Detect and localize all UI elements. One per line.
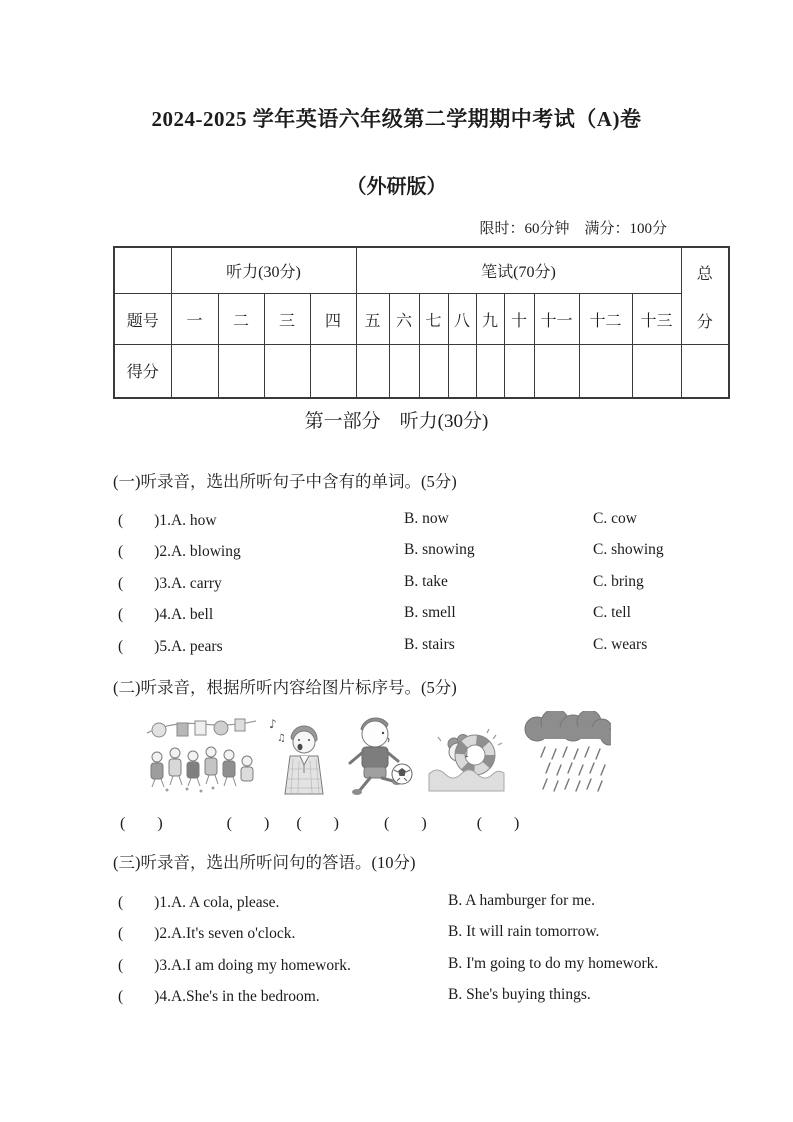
- question-number-label-cell: 题号: [114, 294, 171, 345]
- page-subtitle: （外研版）: [346, 176, 447, 198]
- section1-heading: (一)听录音，选出所听句子中含有的单词。(5分): [113, 472, 457, 491]
- question-option-a: ( )3.A.I am doing my homework.: [118, 956, 351, 974]
- question-option-b: B. She's buying things.: [448, 986, 591, 1004]
- answer-blank: ( ): [384, 815, 427, 832]
- answer-blank: ( ): [118, 574, 160, 592]
- corner-empty-cell: [114, 247, 171, 294]
- child-swimming-image: [427, 711, 507, 796]
- question-number-cell: 十一: [534, 294, 579, 345]
- question-option-c: C. tell: [593, 604, 631, 622]
- total-score-header-cell: [681, 247, 729, 345]
- score-empty-cell: [264, 345, 310, 398]
- question-option-a: ( )4.A. bell: [118, 606, 214, 624]
- question-number-cell: 四: [310, 294, 356, 345]
- question-number-cell: 五: [356, 294, 389, 345]
- answer-blank: ( ): [118, 956, 160, 974]
- score-empty-cell: [681, 345, 729, 398]
- score-empty-cell: [356, 345, 389, 398]
- score-empty-cell: [171, 345, 218, 398]
- score-empty-cell: [632, 345, 681, 398]
- score-empty-cell: [310, 345, 356, 398]
- question-option-c: C. cow: [593, 509, 637, 527]
- writing-header-cell: 笔试(70分): [356, 247, 681, 294]
- question-option-c: C. showing: [593, 541, 664, 559]
- table-row: [114, 294, 729, 345]
- svg-text:♪: ♪: [269, 716, 277, 731]
- section2-heading: (二)听录音，根据所听内容给图片标序号。(5分): [113, 678, 457, 697]
- question-option-a: ( )2.A.It's seven o'clock.: [118, 925, 296, 943]
- question-option-a: ( )1.A. A cola, please.: [118, 893, 280, 911]
- section3-questions: [113, 885, 741, 1011]
- woman-singing-image: [268, 711, 326, 796]
- score-empty-cell: [419, 345, 448, 398]
- question-option-b: B. take: [404, 572, 448, 590]
- part1-title: 第一部分 听力(30分): [304, 411, 489, 432]
- answer-blank: ( ): [476, 815, 520, 832]
- listening-header-cell: 听力(30分): [171, 247, 356, 294]
- question-option-a: ( )5.A. pears: [118, 637, 223, 655]
- table-row: [114, 247, 729, 294]
- question-option-b: B. smell: [404, 604, 456, 622]
- question-option-a: ( )3.A. carry: [118, 574, 222, 592]
- table-row: [114, 345, 729, 398]
- answer-blank: ( ): [118, 988, 160, 1006]
- time-and-score-limits: 限时：60分钟 满分：100分: [479, 221, 667, 237]
- question-number-cell: 一: [171, 294, 218, 345]
- score-empty-cell: [476, 345, 504, 398]
- question-option-b: B. It will rain tomorrow.: [448, 923, 600, 941]
- question-number-cell: 六: [389, 294, 419, 345]
- section2-picture-strip: [113, 708, 728, 798]
- question-option-c: C. wears: [593, 635, 648, 653]
- question-option-b: B. snowing: [404, 541, 475, 559]
- question-number-cell: 十二: [579, 294, 632, 345]
- boy-playing-football-image: [336, 711, 414, 796]
- score-empty-cell: [504, 345, 534, 398]
- question-option-b: B. stairs: [404, 635, 455, 653]
- question-number-cell: 十: [504, 294, 534, 345]
- score-empty-cell: [579, 345, 632, 398]
- section3-heading: (三)听录音，选出所听问句的答语。(10分): [113, 853, 416, 872]
- question-number-cell: 三: [264, 294, 310, 345]
- question-number-cell: 八: [448, 294, 476, 345]
- page-title: 2024-2025 学年英语六年级第二学期期中考试（A)卷: [151, 107, 642, 131]
- answer-blank: ( ): [296, 815, 340, 832]
- answer-blank: ( ): [118, 606, 160, 624]
- score-empty-cell: [534, 345, 579, 398]
- answer-blank: ( ): [120, 815, 163, 832]
- party-scene-image: [143, 711, 260, 796]
- score-empty-cell: [448, 345, 476, 398]
- answer-blank: ( ): [118, 637, 160, 655]
- answer-blank: ( ): [118, 893, 160, 911]
- section1-questions: [113, 503, 741, 661]
- question-option-c: C. bring: [593, 572, 644, 590]
- question-number-cell: 十三: [632, 294, 681, 345]
- answer-blank: ( ): [226, 815, 270, 832]
- question-number-cell: 二: [218, 294, 264, 345]
- question-option-a: ( )4.A.She's in the bedroom.: [118, 988, 320, 1006]
- question-number-cell: 九: [476, 294, 504, 345]
- answer-blank: ( ): [118, 543, 160, 561]
- answer-blank: ( ): [118, 925, 160, 943]
- question-number-cell: 七: [419, 294, 448, 345]
- svg-text:♫: ♫: [277, 732, 286, 744]
- question-option-b: B. I'm going to do my homework.: [448, 954, 659, 972]
- score-label-cell: 得分: [114, 345, 171, 398]
- question-option-b: B. now: [404, 509, 449, 527]
- score-table: [113, 246, 730, 399]
- score-empty-cell: [218, 345, 264, 398]
- answer-blank: ( ): [118, 511, 160, 529]
- question-option-b: B. A hamburger for me.: [448, 891, 595, 909]
- question-option-a: ( )2.A. blowing: [118, 543, 241, 561]
- total-score-line2: 分: [696, 313, 713, 331]
- question-option-a: ( )1.A. how: [118, 511, 217, 529]
- section2-answer-blanks: [113, 810, 728, 833]
- heavy-rain-image: [523, 711, 611, 796]
- score-empty-cell: [389, 345, 419, 398]
- total-score-line1: 总: [696, 265, 713, 283]
